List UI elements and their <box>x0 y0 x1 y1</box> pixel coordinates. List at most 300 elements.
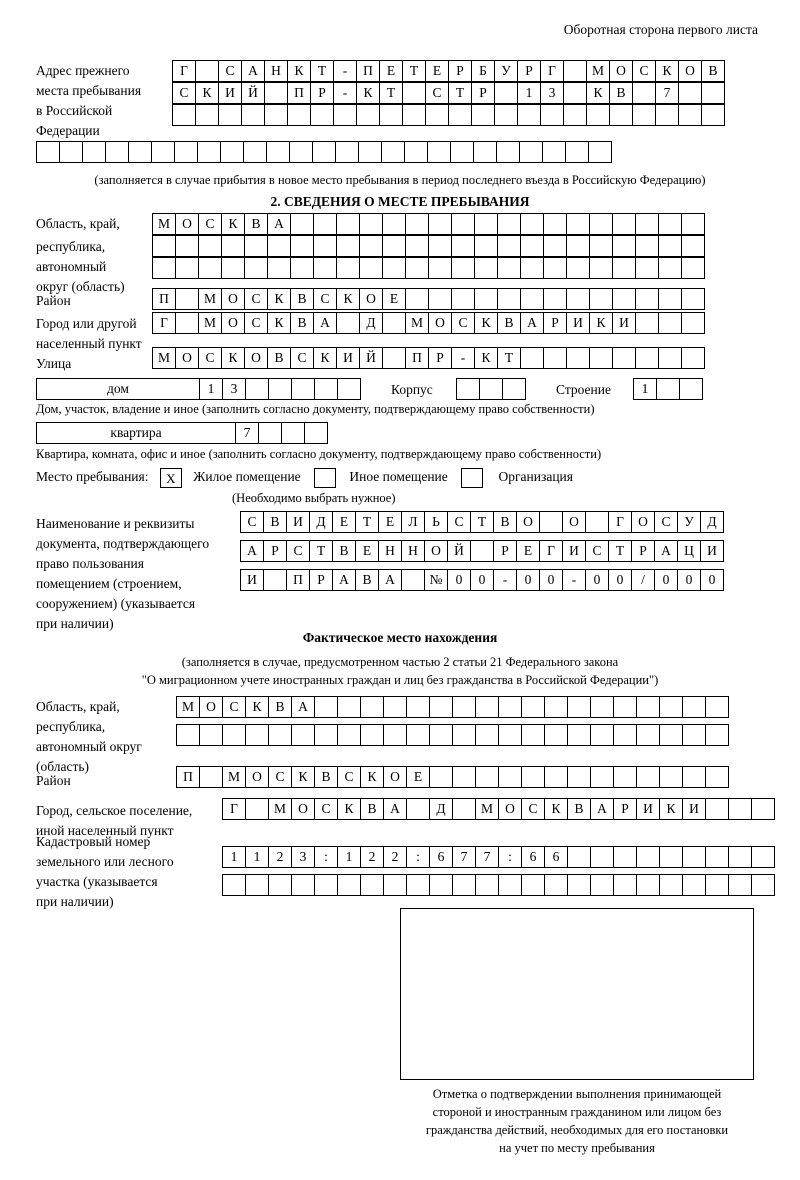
actual-region-row-1-cell-4[interactable]: К <box>245 696 269 718</box>
region-row-3-cell-3[interactable] <box>198 257 222 279</box>
street-row-cell-6[interactable]: В <box>267 347 291 369</box>
document-row-2-cell-15[interactable]: И <box>562 540 586 562</box>
district-row-cell-15[interactable] <box>474 288 498 310</box>
stay-place-organization-checkbox[interactable] <box>461 468 483 488</box>
region-row-2-cell-10[interactable] <box>359 235 383 257</box>
actual-district-row-cell-16[interactable] <box>521 766 545 788</box>
prev-address-row-4-cell-9[interactable] <box>220 141 244 163</box>
cadastral-row-1-cell-1[interactable]: 1 <box>222 846 246 868</box>
actual-region-row-1-cell-18[interactable] <box>567 696 591 718</box>
region-row-1-cell-21[interactable] <box>612 213 636 235</box>
prev-address-row-2-cell-16[interactable]: 1 <box>517 82 541 104</box>
document-row-2-cell-17[interactable]: Т <box>608 540 632 562</box>
document-row-2-cell-11[interactable] <box>470 540 494 562</box>
actual-district-row-cell-14[interactable] <box>475 766 499 788</box>
actual-region-row-1-cell-12[interactable] <box>429 696 453 718</box>
prev-address-row-1[interactable] <box>172 60 724 82</box>
region-row-3-cell-10[interactable] <box>359 257 383 279</box>
actual-city-row-cell-3[interactable]: М <box>268 798 292 820</box>
city-row-cell-13[interactable]: О <box>428 312 452 334</box>
actual-region-row-2-cell-7[interactable] <box>314 724 338 746</box>
city-row-cell-8[interactable]: А <box>313 312 337 334</box>
actual-city-row-cell-6[interactable]: К <box>337 798 361 820</box>
prev-address-row-3-cell-5[interactable] <box>264 104 288 126</box>
region-row-1-cell-23[interactable] <box>658 213 682 235</box>
document-row-1-cell-8[interactable]: Л <box>401 511 425 533</box>
actual-region-row-2-cell-6[interactable] <box>291 724 315 746</box>
cadastral-row-2-cell-13[interactable] <box>498 874 522 896</box>
cadastral-row-1-cell-9[interactable]: : <box>406 846 430 868</box>
prev-address-row-4-cell-24[interactable] <box>565 141 589 163</box>
prev-address-row-4-cell-4[interactable] <box>105 141 129 163</box>
document-row-2[interactable] <box>240 540 723 562</box>
document-row-3[interactable] <box>240 569 723 591</box>
prev-address-row-3-cell-10[interactable] <box>379 104 403 126</box>
region-row-1-cell-10[interactable] <box>359 213 383 235</box>
prev-address-row-4-cell-19[interactable] <box>450 141 474 163</box>
actual-district-row-cell-2[interactable] <box>199 766 223 788</box>
prev-address-row-4-cell-21[interactable] <box>496 141 520 163</box>
cadastral-row-1-cell-19[interactable] <box>636 846 660 868</box>
region-row-1-cell-14[interactable] <box>451 213 475 235</box>
region-row-3-cell-24[interactable] <box>681 257 705 279</box>
district-row-cell-21[interactable] <box>612 288 636 310</box>
actual-district-row-cell-21[interactable] <box>636 766 660 788</box>
street-row-cell-13[interactable]: Р <box>428 347 452 369</box>
region-row-3[interactable] <box>152 257 704 279</box>
prev-address-row-1-cell-14[interactable]: Б <box>471 60 495 82</box>
prev-address-row-3-cell-4[interactable] <box>241 104 265 126</box>
stroenie-row[interactable] <box>633 378 702 400</box>
cadastral-row-1[interactable] <box>222 846 774 868</box>
district-row-cell-5[interactable]: С <box>244 288 268 310</box>
street-row-cell-7[interactable]: С <box>290 347 314 369</box>
document-row-2-cell-13[interactable]: Е <box>516 540 540 562</box>
region-row-2-cell-22[interactable] <box>635 235 659 257</box>
district-row-cell-23[interactable] <box>658 288 682 310</box>
region-row-2-cell-16[interactable] <box>497 235 521 257</box>
city-row-cell-5[interactable]: С <box>244 312 268 334</box>
actual-district-row[interactable] <box>176 766 728 788</box>
cadastral-row-2-cell-14[interactable] <box>521 874 545 896</box>
city-row-cell-12[interactable]: М <box>405 312 429 334</box>
prev-address-row-4[interactable] <box>36 141 611 163</box>
region-row-2-cell-9[interactable] <box>336 235 360 257</box>
street-row-cell-19[interactable] <box>566 347 590 369</box>
actual-district-row-cell-8[interactable]: С <box>337 766 361 788</box>
document-row-2-cell-12[interactable]: Р <box>493 540 517 562</box>
cadastral-row-1-cell-17[interactable] <box>590 846 614 868</box>
region-row-1-cell-6[interactable]: А <box>267 213 291 235</box>
region-row-1-cell-11[interactable] <box>382 213 406 235</box>
region-row-3-cell-15[interactable] <box>474 257 498 279</box>
cadastral-row-1-cell-22[interactable] <box>705 846 729 868</box>
document-row-2-cell-18[interactable]: Р <box>631 540 655 562</box>
prev-address-row-1-cell-1[interactable]: Г <box>172 60 196 82</box>
actual-district-row-cell-22[interactable] <box>659 766 683 788</box>
actual-district-row-cell-19[interactable] <box>590 766 614 788</box>
actual-city-row-cell-20[interactable]: К <box>659 798 683 820</box>
prev-address-row-3-cell-7[interactable] <box>310 104 334 126</box>
district-row-cell-12[interactable] <box>405 288 429 310</box>
prev-address-row-3-cell-23[interactable] <box>678 104 702 126</box>
street-row-cell-21[interactable] <box>612 347 636 369</box>
actual-region-row-1-cell-6[interactable]: А <box>291 696 315 718</box>
actual-region-row-2-cell-8[interactable] <box>337 724 361 746</box>
prev-address-row-1-cell-2[interactable] <box>195 60 219 82</box>
prev-address-row-4-cell-20[interactable] <box>473 141 497 163</box>
prev-address-row-2-cell-3[interactable]: И <box>218 82 242 104</box>
document-row-3-cell-1[interactable]: И <box>240 569 264 591</box>
region-row-2-cell-21[interactable] <box>612 235 636 257</box>
prev-address-row-4-cell-12[interactable] <box>289 141 313 163</box>
region-row-1-cell-2[interactable]: О <box>175 213 199 235</box>
city-row-cell-1[interactable]: Г <box>152 312 176 334</box>
region-row-2-cell-12[interactable] <box>405 235 429 257</box>
document-row-2-cell-7[interactable]: Н <box>378 540 402 562</box>
prev-address-row-3[interactable] <box>172 104 724 126</box>
actual-city-row-cell-23[interactable] <box>728 798 752 820</box>
cadastral-row-1-cell-21[interactable] <box>682 846 706 868</box>
document-row-3-cell-14[interactable]: 0 <box>539 569 563 591</box>
cadastral-row-1-cell-14[interactable]: 6 <box>521 846 545 868</box>
cadastral-row-2-cell-4[interactable] <box>291 874 315 896</box>
region-row-3-cell-16[interactable] <box>497 257 521 279</box>
prev-address-row-4-cell-10[interactable] <box>243 141 267 163</box>
district-row-cell-13[interactable] <box>428 288 452 310</box>
region-row-2-cell-24[interactable] <box>681 235 705 257</box>
prev-address-row-1-cell-6[interactable]: К <box>287 60 311 82</box>
city-row-cell-4[interactable]: О <box>221 312 245 334</box>
street-row-cell-24[interactable] <box>681 347 705 369</box>
city-row-cell-21[interactable]: И <box>612 312 636 334</box>
stay-place-other-checkbox[interactable] <box>314 468 336 488</box>
document-row-1-cell-18[interactable]: О <box>631 511 655 533</box>
street-row-cell-12[interactable]: П <box>405 347 429 369</box>
region-row-3-cell-2[interactable] <box>175 257 199 279</box>
prev-address-row-4-cell-14[interactable] <box>335 141 359 163</box>
cadastral-row-2-cell-17[interactable] <box>590 874 614 896</box>
actual-region-row-1-cell-11[interactable] <box>406 696 430 718</box>
actual-region-row-2-cell-15[interactable] <box>498 724 522 746</box>
prev-address-row-3-cell-16[interactable] <box>517 104 541 126</box>
korpus-row-cell-3[interactable] <box>502 378 526 400</box>
actual-city-row-cell-7[interactable]: В <box>360 798 384 820</box>
actual-city-row-cell-19[interactable]: И <box>636 798 660 820</box>
prev-address-row-1-cell-17[interactable]: Г <box>540 60 564 82</box>
actual-region-row-2-cell-3[interactable] <box>222 724 246 746</box>
actual-region-row-2-cell-17[interactable] <box>544 724 568 746</box>
prev-address-row-2-cell-20[interactable]: В <box>609 82 633 104</box>
cadastral-row-2-cell-5[interactable] <box>314 874 338 896</box>
prev-address-row-3-cell-17[interactable] <box>540 104 564 126</box>
prev-address-row-1-cell-19[interactable]: М <box>586 60 610 82</box>
house-row-cell-2[interactable]: 3 <box>222 378 246 400</box>
prev-address-row-1-cell-10[interactable]: Е <box>379 60 403 82</box>
prev-address-row-3-cell-6[interactable] <box>287 104 311 126</box>
actual-district-row-cell-13[interactable] <box>452 766 476 788</box>
prev-address-row-4-cell-7[interactable] <box>174 141 198 163</box>
city-row-cell-18[interactable]: Р <box>543 312 567 334</box>
prev-address-row-3-cell-13[interactable] <box>448 104 472 126</box>
actual-city-row-cell-13[interactable]: О <box>498 798 522 820</box>
document-row-2-cell-9[interactable]: О <box>424 540 448 562</box>
prev-address-row-2-cell-23[interactable] <box>678 82 702 104</box>
actual-region-row-2-cell-11[interactable] <box>406 724 430 746</box>
street-row-cell-9[interactable]: И <box>336 347 360 369</box>
actual-city-row-cell-12[interactable]: М <box>475 798 499 820</box>
prev-address-row-4-cell-5[interactable] <box>128 141 152 163</box>
cadastral-row-2-cell-8[interactable] <box>383 874 407 896</box>
house-number-row[interactable] <box>199 378 360 400</box>
cadastral-row-1-cell-10[interactable]: 6 <box>429 846 453 868</box>
district-row-cell-17[interactable] <box>520 288 544 310</box>
actual-city-row[interactable] <box>222 798 774 820</box>
region-row-1-cell-12[interactable] <box>405 213 429 235</box>
actual-district-row-cell-10[interactable]: О <box>383 766 407 788</box>
prev-address-row-1-cell-21[interactable]: С <box>632 60 656 82</box>
cadastral-row-2-cell-22[interactable] <box>705 874 729 896</box>
prev-address-row-2[interactable] <box>172 82 724 104</box>
district-row-cell-18[interactable] <box>543 288 567 310</box>
street-row-cell-2[interactable]: О <box>175 347 199 369</box>
document-row-1-cell-17[interactable]: Г <box>608 511 632 533</box>
stroenie-row-cell-1[interactable]: 1 <box>633 378 657 400</box>
prev-address-row-3-cell-2[interactable] <box>195 104 219 126</box>
actual-city-row-cell-22[interactable] <box>705 798 729 820</box>
prev-address-row-4-cell-11[interactable] <box>266 141 290 163</box>
city-row-cell-20[interactable]: К <box>589 312 613 334</box>
actual-district-row-cell-6[interactable]: К <box>291 766 315 788</box>
document-row-3-cell-10[interactable]: 0 <box>447 569 471 591</box>
actual-district-row-cell-20[interactable] <box>613 766 637 788</box>
actual-region-row-2-cell-5[interactable] <box>268 724 292 746</box>
region-row-3-cell-7[interactable] <box>290 257 314 279</box>
cadastral-row-1-cell-5[interactable]: : <box>314 846 338 868</box>
actual-district-row-cell-4[interactable]: О <box>245 766 269 788</box>
document-row-1-cell-14[interactable] <box>539 511 563 533</box>
house-row-cell-5[interactable] <box>291 378 315 400</box>
document-row-1-cell-21[interactable]: Д <box>700 511 724 533</box>
actual-city-row-cell-5[interactable]: С <box>314 798 338 820</box>
street-row-cell-1[interactable]: М <box>152 347 176 369</box>
region-row-1-cell-3[interactable]: С <box>198 213 222 235</box>
actual-region-row-2-cell-2[interactable] <box>199 724 223 746</box>
prev-address-row-1-cell-11[interactable]: Т <box>402 60 426 82</box>
prev-address-row-1-cell-23[interactable]: О <box>678 60 702 82</box>
city-row-cell-11[interactable] <box>382 312 406 334</box>
actual-region-row-2-cell-24[interactable] <box>705 724 729 746</box>
flat-row-cell-2[interactable] <box>258 422 282 444</box>
cadastral-row-1-cell-20[interactable] <box>659 846 683 868</box>
prev-address-row-3-cell-18[interactable] <box>563 104 587 126</box>
region-row-2-cell-15[interactable] <box>474 235 498 257</box>
district-row-cell-9[interactable]: К <box>336 288 360 310</box>
city-row-cell-10[interactable]: Д <box>359 312 383 334</box>
document-row-2-cell-1[interactable]: А <box>240 540 264 562</box>
region-row-3-cell-18[interactable] <box>543 257 567 279</box>
prev-address-row-3-cell-20[interactable] <box>609 104 633 126</box>
cadastral-row-1-cell-8[interactable]: 2 <box>383 846 407 868</box>
document-row-3-cell-9[interactable]: № <box>424 569 448 591</box>
district-row-cell-3[interactable]: М <box>198 288 222 310</box>
document-row-1-cell-4[interactable]: Д <box>309 511 333 533</box>
document-row-1-cell-15[interactable]: О <box>562 511 586 533</box>
prev-address-row-1-cell-7[interactable]: Т <box>310 60 334 82</box>
region-row-3-cell-8[interactable] <box>313 257 337 279</box>
document-row-3-cell-19[interactable]: 0 <box>654 569 678 591</box>
prev-address-row-1-cell-4[interactable]: А <box>241 60 265 82</box>
prev-address-row-3-cell-12[interactable] <box>425 104 449 126</box>
actual-city-row-cell-2[interactable] <box>245 798 269 820</box>
document-row-3-cell-21[interactable]: 0 <box>700 569 724 591</box>
street-row-cell-3[interactable]: С <box>198 347 222 369</box>
cadastral-row-1-cell-4[interactable]: 3 <box>291 846 315 868</box>
cadastral-row-1-cell-6[interactable]: 1 <box>337 846 361 868</box>
actual-district-row-cell-7[interactable]: В <box>314 766 338 788</box>
prev-address-row-1-cell-3[interactable]: С <box>218 60 242 82</box>
district-row-cell-4[interactable]: О <box>221 288 245 310</box>
actual-district-row-cell-1[interactable]: П <box>176 766 200 788</box>
actual-city-row-cell-1[interactable]: Г <box>222 798 246 820</box>
prev-address-row-3-cell-3[interactable] <box>218 104 242 126</box>
house-row-cell-4[interactable] <box>268 378 292 400</box>
region-row-2-cell-7[interactable] <box>290 235 314 257</box>
document-row-1-cell-11[interactable]: Т <box>470 511 494 533</box>
actual-region-row-1-cell-24[interactable] <box>705 696 729 718</box>
prev-address-row-4-cell-22[interactable] <box>519 141 543 163</box>
street-row-cell-4[interactable]: К <box>221 347 245 369</box>
prev-address-row-2-cell-18[interactable] <box>563 82 587 104</box>
actual-city-row-cell-4[interactable]: О <box>291 798 315 820</box>
flat-row-cell-1[interactable]: 7 <box>235 422 259 444</box>
actual-region-row-1-cell-14[interactable] <box>475 696 499 718</box>
prev-address-row-2-cell-11[interactable] <box>402 82 426 104</box>
document-row-1-cell-2[interactable]: В <box>263 511 287 533</box>
actual-district-row-cell-23[interactable] <box>682 766 706 788</box>
region-row-1-cell-9[interactable] <box>336 213 360 235</box>
cadastral-row-1-cell-23[interactable] <box>728 846 752 868</box>
document-row-1-cell-20[interactable]: У <box>677 511 701 533</box>
document-row-2-cell-5[interactable]: В <box>332 540 356 562</box>
district-row-cell-10[interactable]: О <box>359 288 383 310</box>
cadastral-row-1-cell-11[interactable]: 7 <box>452 846 476 868</box>
region-row-3-cell-20[interactable] <box>589 257 613 279</box>
document-row-1-cell-7[interactable]: Е <box>378 511 402 533</box>
prev-address-row-2-cell-10[interactable]: Т <box>379 82 403 104</box>
stroenie-row-cell-2[interactable] <box>656 378 680 400</box>
cadastral-row-2-cell-3[interactable] <box>268 874 292 896</box>
city-row-cell-17[interactable]: А <box>520 312 544 334</box>
city-row[interactable] <box>152 312 704 334</box>
city-row-cell-16[interactable]: В <box>497 312 521 334</box>
district-row-cell-7[interactable]: В <box>290 288 314 310</box>
stroenie-row-cell-3[interactable] <box>679 378 703 400</box>
prev-address-row-4-cell-25[interactable] <box>588 141 612 163</box>
street-row-cell-15[interactable]: К <box>474 347 498 369</box>
prev-address-row-3-cell-22[interactable] <box>655 104 679 126</box>
document-row-3-cell-8[interactable] <box>401 569 425 591</box>
cadastral-row-1-cell-15[interactable]: 6 <box>544 846 568 868</box>
document-row-1-cell-6[interactable]: Т <box>355 511 379 533</box>
street-row-cell-8[interactable]: К <box>313 347 337 369</box>
actual-region-row-1-cell-7[interactable] <box>314 696 338 718</box>
region-row-1-cell-8[interactable] <box>313 213 337 235</box>
prev-address-row-4-cell-1[interactable] <box>36 141 60 163</box>
document-row-2-cell-4[interactable]: Т <box>309 540 333 562</box>
district-row-cell-8[interactable]: С <box>313 288 337 310</box>
region-row-1-cell-16[interactable] <box>497 213 521 235</box>
region-row-1-cell-5[interactable]: В <box>244 213 268 235</box>
region-row-3-cell-9[interactable] <box>336 257 360 279</box>
prev-address-row-1-cell-13[interactable]: Р <box>448 60 472 82</box>
actual-city-row-cell-24[interactable] <box>751 798 775 820</box>
actual-district-row-cell-9[interactable]: К <box>360 766 384 788</box>
city-row-cell-7[interactable]: В <box>290 312 314 334</box>
street-row-cell-16[interactable]: Т <box>497 347 521 369</box>
cadastral-row-2-cell-15[interactable] <box>544 874 568 896</box>
region-row-2-cell-3[interactable] <box>198 235 222 257</box>
document-row-2-cell-6[interactable]: Е <box>355 540 379 562</box>
district-row-cell-11[interactable]: Е <box>382 288 406 310</box>
street-row-cell-18[interactable] <box>543 347 567 369</box>
region-row-1-cell-22[interactable] <box>635 213 659 235</box>
district-row-cell-22[interactable] <box>635 288 659 310</box>
cadastral-row-2-cell-7[interactable] <box>360 874 384 896</box>
prev-address-row-2-cell-22[interactable]: 7 <box>655 82 679 104</box>
document-row-1-cell-19[interactable]: С <box>654 511 678 533</box>
actual-region-row-2-cell-21[interactable] <box>636 724 660 746</box>
actual-region-row-2-cell-14[interactable] <box>475 724 499 746</box>
prev-address-row-2-cell-1[interactable]: С <box>172 82 196 104</box>
prev-address-row-2-cell-12[interactable]: С <box>425 82 449 104</box>
cadastral-row-1-cell-12[interactable]: 7 <box>475 846 499 868</box>
actual-district-row-cell-5[interactable]: С <box>268 766 292 788</box>
prev-address-row-2-cell-17[interactable]: 3 <box>540 82 564 104</box>
prev-address-row-4-cell-17[interactable] <box>404 141 428 163</box>
cadastral-row-1-cell-2[interactable]: 1 <box>245 846 269 868</box>
prev-address-row-2-cell-24[interactable] <box>701 82 725 104</box>
prev-address-row-2-cell-6[interactable]: П <box>287 82 311 104</box>
region-row-2-cell-1[interactable] <box>152 235 176 257</box>
cadastral-row-2-cell-6[interactable] <box>337 874 361 896</box>
region-row-3-cell-11[interactable] <box>382 257 406 279</box>
document-row-3-cell-11[interactable]: 0 <box>470 569 494 591</box>
actual-city-row-cell-18[interactable]: Р <box>613 798 637 820</box>
region-row-3-cell-23[interactable] <box>658 257 682 279</box>
cadastral-row-1-cell-3[interactable]: 2 <box>268 846 292 868</box>
city-row-cell-6[interactable]: К <box>267 312 291 334</box>
cadastral-row-2-cell-2[interactable] <box>245 874 269 896</box>
street-row[interactable] <box>152 347 704 369</box>
flat-row-cell-4[interactable] <box>304 422 328 444</box>
district-row-cell-19[interactable] <box>566 288 590 310</box>
region-row-3-cell-17[interactable] <box>520 257 544 279</box>
document-row-3-cell-3[interactable]: П <box>286 569 310 591</box>
region-row-1-cell-24[interactable] <box>681 213 705 235</box>
document-row-3-cell-7[interactable]: А <box>378 569 402 591</box>
document-row-3-cell-18[interactable]: / <box>631 569 655 591</box>
document-row-3-cell-6[interactable]: В <box>355 569 379 591</box>
actual-district-row-cell-11[interactable]: Е <box>406 766 430 788</box>
region-row-3-cell-22[interactable] <box>635 257 659 279</box>
document-row-3-cell-17[interactable]: 0 <box>608 569 632 591</box>
actual-district-row-cell-17[interactable] <box>544 766 568 788</box>
prev-address-row-4-cell-8[interactable] <box>197 141 221 163</box>
prev-address-row-4-cell-18[interactable] <box>427 141 451 163</box>
actual-district-row-cell-24[interactable] <box>705 766 729 788</box>
actual-district-row-cell-3[interactable]: М <box>222 766 246 788</box>
